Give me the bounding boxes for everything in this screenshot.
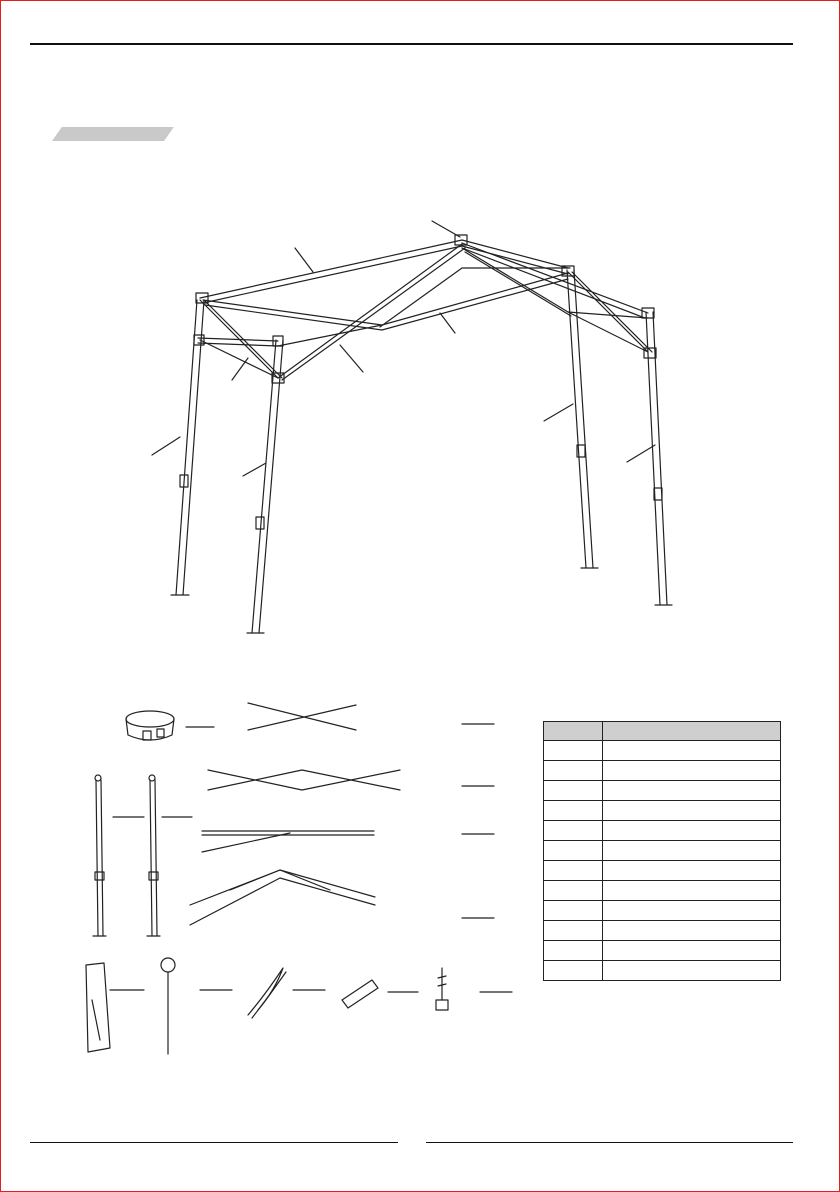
parts-table-header-cell <box>544 722 603 741</box>
straight-bar-icon <box>202 831 374 852</box>
table-cell <box>544 781 603 801</box>
table-cell <box>603 941 781 961</box>
side-truss-icon <box>208 770 400 790</box>
parts-table-header-cell <box>603 722 781 741</box>
table-row <box>544 881 781 901</box>
canopy-hub-icon <box>126 711 174 740</box>
table-cell <box>544 961 603 981</box>
table-cell <box>603 861 781 881</box>
table-cell <box>603 741 781 761</box>
table-row <box>544 861 781 881</box>
table-cell <box>544 741 603 761</box>
parts-table <box>543 721 781 981</box>
table-row <box>544 741 781 761</box>
table-cell <box>603 761 781 781</box>
table-cell <box>603 961 781 981</box>
truss-x-icon <box>248 703 356 730</box>
leg-icon <box>147 775 160 936</box>
anchor-plug-icon <box>342 980 378 1008</box>
footer-rule-right <box>426 1142 793 1143</box>
table-row <box>544 841 781 861</box>
table-cell <box>603 841 781 861</box>
table-cell <box>544 881 603 901</box>
table-cell <box>544 801 603 821</box>
parts-table-header <box>544 722 781 741</box>
leg-icon <box>93 775 106 936</box>
screw-icon <box>436 968 448 1010</box>
table-cell <box>544 861 603 881</box>
table-cell <box>603 801 781 821</box>
table-cell <box>544 821 603 841</box>
table-row <box>544 781 781 801</box>
table-row <box>544 821 781 841</box>
table-cell <box>544 841 603 861</box>
footer-rule-left <box>30 1142 398 1143</box>
table-row <box>544 901 781 921</box>
table-cell <box>544 761 603 781</box>
table-row <box>544 921 781 941</box>
table-cell <box>603 781 781 801</box>
top-frame-icon <box>190 870 375 925</box>
table-row <box>544 761 781 781</box>
table-cell <box>603 921 781 941</box>
rope-icon <box>248 968 286 1018</box>
storage-bag-icon <box>86 963 110 1052</box>
table-cell <box>603 881 781 901</box>
table-row <box>544 941 781 961</box>
table-cell <box>544 921 603 941</box>
table-row <box>544 801 781 821</box>
table-cell <box>544 941 603 961</box>
table-cell <box>603 821 781 841</box>
stake-icon <box>161 958 175 1054</box>
table-cell <box>544 901 603 921</box>
table-cell <box>603 901 781 921</box>
table-row <box>544 961 781 981</box>
